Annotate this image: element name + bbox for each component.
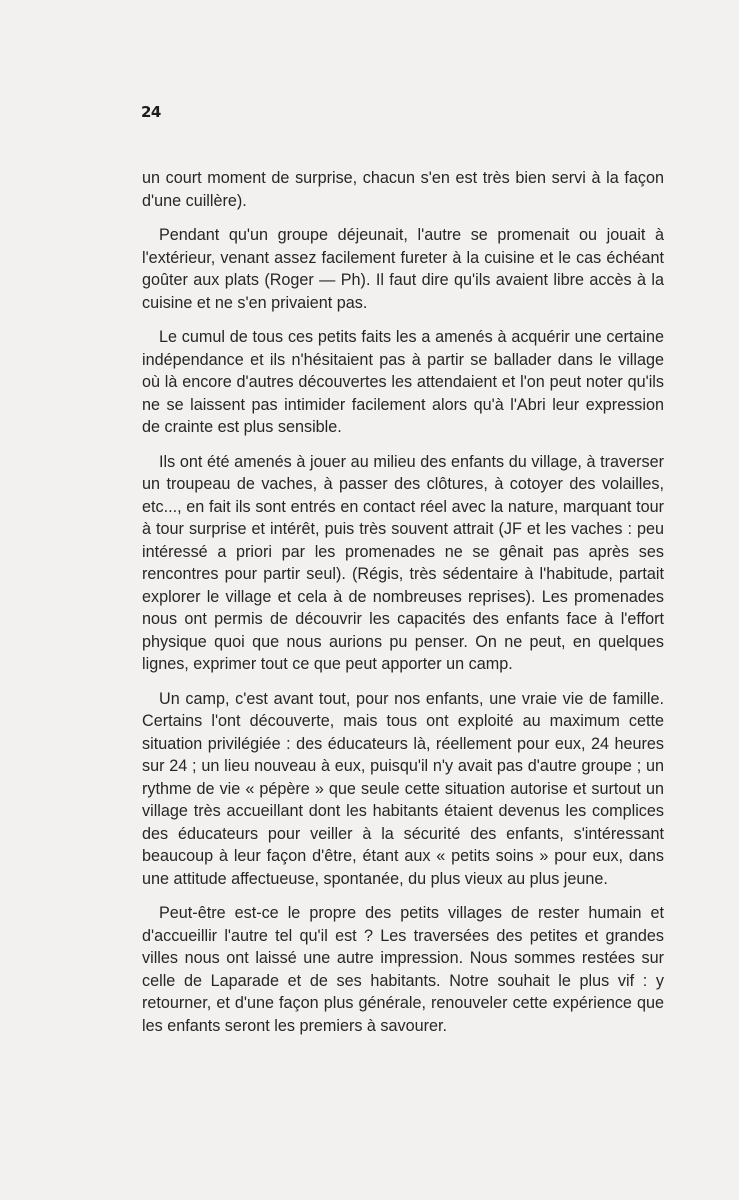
paragraph: Un camp, c'est avant tout, pour nos enfants, une vraie vie de famille. Certains l'ont découverte, mais tous ont exploité au maximum cette situation privilégiée : des éducateurs là, réellement pour eux, 24 heures sur 24 ; un lieu nouveau à eux, puisqu'il n'y avait pas d'autre groupe ; un rythme de vie « pépère » que seule cette situation autorise et surtout un village très accueillant dont les habitants étaient devenus les complices des éducateurs pour veiller à la sécurité des enfants, s'intéressant beaucoup à leur façon d'être, étant aux « petits soins » pour eux, dans une attitude affectueuse, spontanée, du plus vieux au plus jeune. (142, 689, 664, 888)
paragraph: Peut-être est-ce le propre des petits villages de rester humain et d'accueillir l'autre tel qu'il est ? Les traversées des petites et grandes villes nous ont laissé une autre impression. Nous sommes restées sur celle de Laparade et de ses habitants. Notre souhait le plus vif : y retourner, et d'une façon plus générale, renouveler cette expérience que les enfants seront les premiers à savourer. (142, 904, 664, 1035)
page-number: 24 (141, 103, 161, 121)
paragraph: Pendant qu'un groupe déjeunait, l'autre se promenait ou jouait à l'extérieur, venant assez facilement fureter à la cuisine et le cas échéant goûter aux plats (Roger — Ph). Il faut dire qu'ils avaient libre accès à la cuisine et ne s'en privaient pas. (142, 226, 664, 312)
paragraph: Ils ont été amenés à jouer au milieu des enfants du village, à traverser un troupeau de vaches, à passer des clôtures, à cotoyer des volailles, etc..., en fait ils sont entrés en contact réel avec la nature, marquant tour à tour surprise et intérêt, puis très souvent attrait (JF et les vaches : peu intéressé a priori par les promenades ne se gênait pas après ses rencontres pour partir seul). (Régis, très sédentaire à l'habitude, partait explorer le village et cela à de nombreuses reprises). Les promenades nous ont permis de découvrir les capacités des enfants face à l'effort physique quoi que nous aurions pu penser. On ne peut, en quelques lignes, exprimer tout ce que peut apporter un camp. (142, 452, 664, 673)
body-text (142, 167, 664, 1049)
paragraph: Le cumul de tous ces petits faits les a amenés à acquérir une certaine indépendance et ils n'hésitaient pas à partir se ballader dans le village où là encore d'autres découvertes les attendaient et l'on peut noter qu'ils ne se laissent pas intimider facilement alors qu'à l'Abri leur expression de crainte est plus sensible. (142, 328, 664, 436)
paragraph-continuation: un court moment de surprise, chacun s'en est très bien servi à la façon d'une cuillère). (142, 169, 664, 210)
